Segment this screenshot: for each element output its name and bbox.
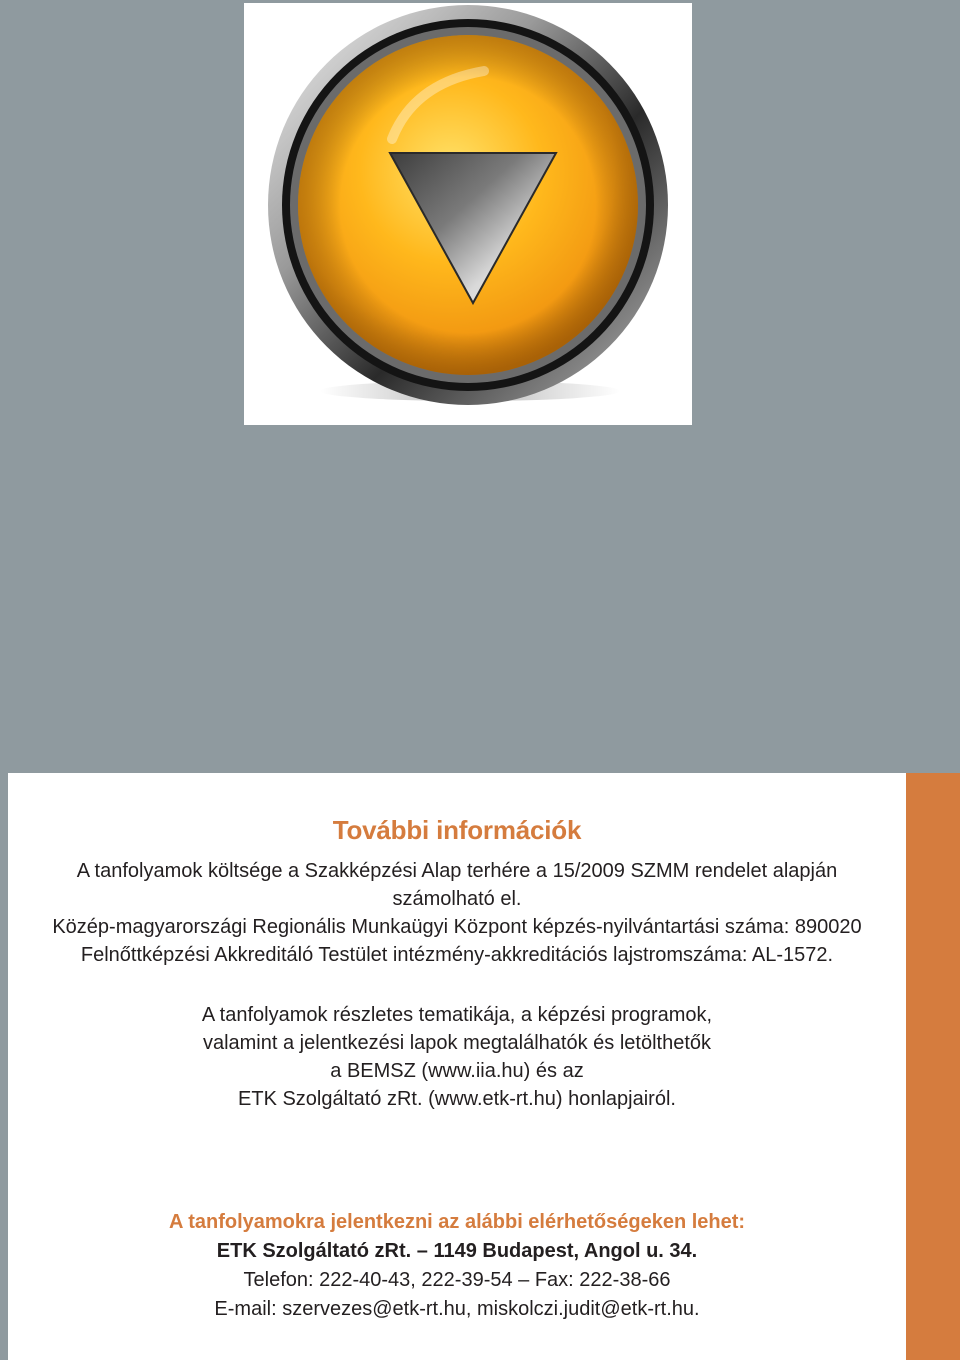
details-line-3: a BEMSZ (www.iia.hu) és az [330, 1060, 584, 1082]
cost-line-2: számolható el. [392, 888, 522, 910]
cost-line-1: A tanfolyamok költsége a Szakképzési Alap terhére a 15/2009 SZMM rendelet alapján [76, 860, 838, 882]
details-line-4: ETK Szolgáltató zRt. (www.etk-rt.hu) honlapjairól. [238, 1088, 676, 1110]
info-panel [8, 773, 906, 1360]
contact-block [8, 1208, 906, 1324]
details-paragraph [8, 1001, 906, 1113]
details-line-2: valamint a jelentkezési lapok megtalálhatók és letölthetők [202, 1032, 712, 1054]
contact-phone-fax: Telefon: 222-40-43, 222-39-54 – Fax: 222-38-66 [243, 1269, 671, 1291]
contact-address: ETK Szolgáltató zRt. – 1149 Budapest, Angol u. 34. [216, 1240, 698, 1262]
accent-bar [906, 773, 960, 1360]
registration-line: Közép-magyarországi Regionális Munkaügyi Központ képzés-nyilvántartási száma: 890020 [52, 916, 862, 938]
orange-circle-with-silver-down-triangle-icon [244, 3, 692, 425]
accreditation-line: Felnőttképzési Akkreditáló Testület intézmény-akkreditációs lajstromszáma: AL-1572. [80, 944, 834, 966]
contact-email: E-mail: szervezes@etk-rt.hu, miskolczi.judit@etk-rt.hu. [214, 1298, 700, 1320]
logo-card [244, 3, 692, 425]
info-title: További információk [332, 815, 582, 845]
details-line-1: A tanfolyamok részletes tematikája, a képzési programok, [201, 1004, 713, 1026]
accreditation-paragraph [8, 857, 906, 969]
contact-heading: A tanfolyamokra jelentkezni az alábbi elérhetőségeken lehet: [168, 1211, 746, 1233]
